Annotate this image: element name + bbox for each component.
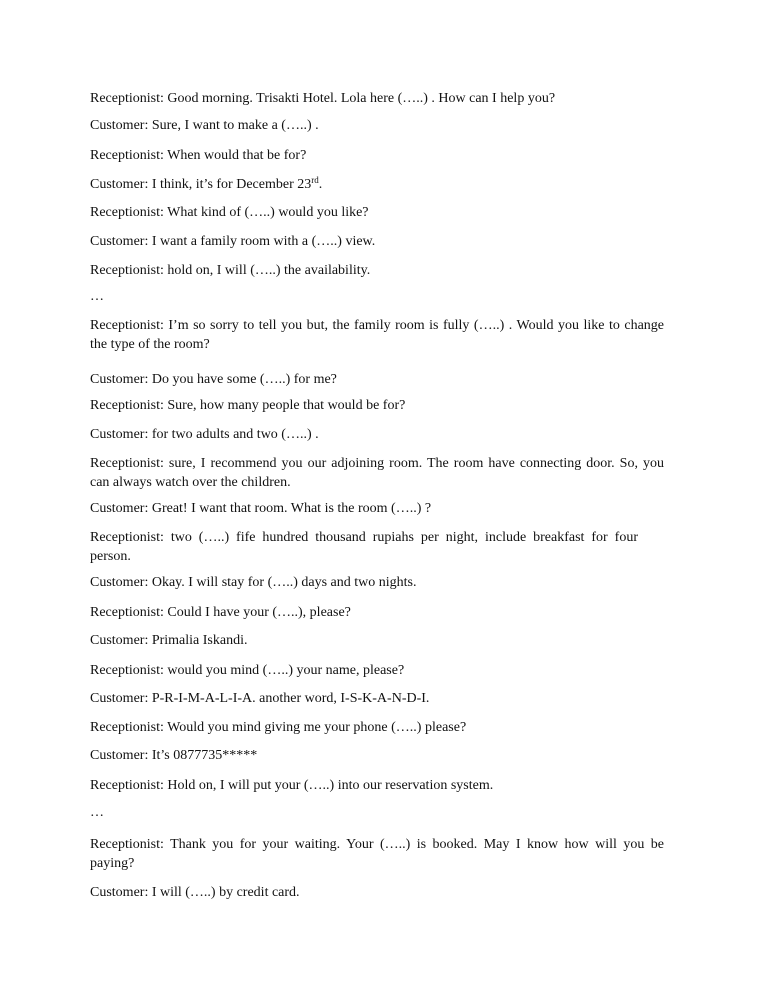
dialogue-line: Customer: P-R-I-M-A-L-I-A. another word, I-S-K-A-N-D-I. [90, 691, 430, 706]
ellipsis: … [90, 805, 104, 820]
dialogue-line: Customer: Okay. I will stay for (…..) days and two nights. [90, 575, 417, 590]
dialogue-line: Receptionist: two (…..) fife hundred thousand rupiahs per night, include breakfast for four person. [90, 530, 638, 564]
dialogue-line: Receptionist: Thank you for your waiting. Your (…..) is booked. May I know how will you be paying? [90, 837, 664, 871]
dialogue-line: Customer: I will (…..) by credit card. [90, 885, 300, 900]
dialogue-line: Receptionist: What kind of (…..) would you like? [90, 205, 369, 220]
dialogue-line: Receptionist: Would you mind giving me your phone (…..) please? [90, 720, 467, 735]
dialogue-line: Customer: It’s 0877735***** [90, 748, 258, 763]
dialogue-line: Customer: Primalia Iskandi. [90, 633, 248, 648]
dialogue-line: Customer: I want a family room with a (…..) view. [90, 234, 376, 249]
dialogue-line: Receptionist: Good morning. Trisakti Hotel. Lola here (…..) . How can I help you? [90, 91, 556, 106]
dialogue-punct: . [318, 177, 323, 192]
dialogue-line: Receptionist: Hold on, I will put your (…..) into our reservation system. [90, 778, 494, 793]
dialogue-line: Receptionist: Could I have your (…..), please? [90, 605, 351, 620]
dialogue-line: Customer: Great! I want that room. What is the room (…..) ? [90, 501, 432, 516]
dialogue-line: Receptionist: sure, I recommend you our adjoining room. The room have connecting door. So, you can always watch over the children. [90, 456, 664, 490]
dialogue-line: Receptionist: When would that be for? [90, 148, 307, 163]
dialogue-line: Receptionist: Sure, how many people that would be for? [90, 398, 406, 413]
ellipsis: … [90, 289, 104, 304]
dialogue-line: Customer: Sure, I want to make a (…..) . [90, 118, 319, 133]
dialogue-line: Customer: for two adults and two (…..) . [90, 427, 319, 442]
dialogue-line: Receptionist: would you mind (…..) your name, please? [90, 663, 405, 678]
ordinal-suffix: rd [311, 175, 319, 185]
dialogue-line: Receptionist: I’m so sorry to tell you but, the family room is fully (…..) . Would you like to change the type of the room? [90, 318, 664, 352]
dialogue-line: Receptionist: hold on, I will (…..) the availability. [90, 263, 371, 278]
dialogue-line [90, 176, 664, 195]
dialogue-line: Customer: Do you have some (…..) for me? [90, 372, 337, 387]
dialogue-text: Customer: I think, it’s for December 23 [90, 177, 312, 192]
